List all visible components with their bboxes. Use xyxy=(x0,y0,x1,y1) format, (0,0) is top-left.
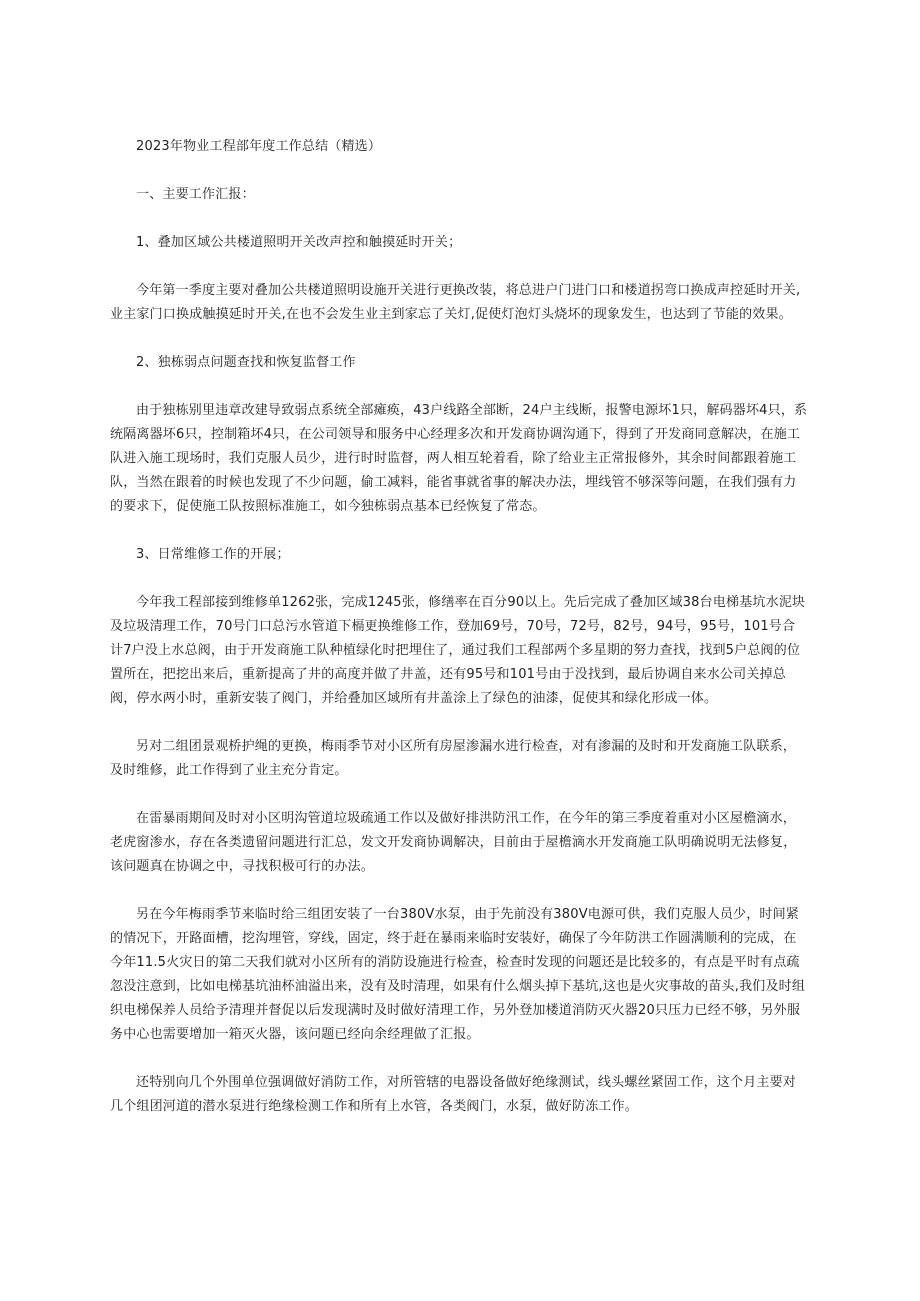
paragraph-maintenance-orders: 今年我工程部接到维修单1262张，完成1245张，修缮率在百分90以上。先后完成了叠加区域38台电梯基坑水泥块及垃圾清理工作，70号门口总污水管道下槅更换维修工作，登加69号，70号，72号，82号，94号，95号，101号合计7户没上水总阀，由于开发商施工队种植绿化时把埋住了，通过我们工程部两个多星期的努力查找，找到5户总阀的位置所在，把挖出来后，重新提高了井的高度并做了井盖，还有95号和101号由于没找到，最后协调自来水公司关掉总阀，停水两小时，重新安装了阀门，并给叠加区域所有井盖涂上了绿色的油漆，促使其和绿化形成一体。 xyxy=(110,595,806,706)
item-heading-daily-maintenance: 3、日常维修工作的开展； xyxy=(136,547,290,562)
item-heading-weak-current: 2、独栋弱点问题查找和恢复监督工作 xyxy=(136,355,356,370)
paragraph-storm-drainage: 在雷暴雨期间及时对小区明沟管道垃圾疏通工作以及做好排洪防汛工作，在今年的第三季度着重对小区屋檐滴水，老虎窗渗水，存在各类遗留问题进行汇总，发文开发商协调解决，目前由于屋檐滴水开发商施工队明确说明无法修复，该问题真在协调之中，寻找积极可行的办法。 xyxy=(110,811,797,874)
document-body xyxy=(110,135,808,1143)
document-title: 2023年物业工程部年度工作总结（精选） xyxy=(136,139,382,154)
paragraph-water-pump-fire-safety: 另在今年梅雨季节来临时给三组团安装了一台380V水泵，由于先前没有380V电源可供，我们克服人员少，时间紧的情况下，开路面槽，挖沟埋管，穿线，固定，终于赶在暴雨来临时安装好，确保了今年防洪工作圆满顺利的完成，在今年11.5火灾日的第二天我们就对小区所有的消防设施进行检查，检查时发现的问题还是比较多的，有点是平时有点疏忽没注意到，比如电梯基坑油杯油溢出来，没有及时清理，如果有什么烟头掉下基坑,这也是火灾事故的苗头,我们及时组织电梯保养人员给予清理并督促以后发现满时及时做好清理工作，另外登加楼道消防灭火器20只压力已经不够，另外服务中心也需要增加一箱灭火器，该问题已经向余经理做了汇报。 xyxy=(110,907,806,1042)
paragraph-bridge-and-leaks: 另对二组团景观桥护绳的更换，梅雨季节对小区所有房屋渗漏水进行检查，对有渗漏的及时和开发商施工队联系，及时维修，此工作得到了业主充分肯定。 xyxy=(110,739,797,778)
item-heading-lighting-switch: 1、叠加区域公共楼道照明开关改声控和触摸延时开关； xyxy=(136,235,462,250)
section-heading-main-work: 一、主要工作汇报： xyxy=(136,187,255,202)
paragraph-weak-current: 由于独栋别里违章改建导致弱点系统全部瘫痪，43户线路全部断，24户主线断，报警电源坏1只，解码器坏4只，系统隔离器坏6只，控制箱坏4只，在公司领导和服务中心经理多次和开发商协调沟通下，得到了开发商同意解决，在施工队进入施工现场时，我们克服人员少，进行时时监督，两人相互轮着看，除了给业主正常报修外，其余时间都跟着施工队，当然在跟着的时候也发现了不少问题，偷工减料，能省事就省事的解决办法，埋线管不够深等问题，在我们强有力的要求下，促使施工队按照标准施工，如今独栋弱点基本已经恢复了常态。 xyxy=(110,403,808,514)
paragraph-lighting-switch: 今年第一季度主要对叠加公共楼道照明设施开关进行更换改装，将总进户门进门口和楼道拐弯口换成声控延时开关,业主家门口换成触摸延时开关,在也不会发生业主到家忘了关灯,促使灯泡灯头烧坏的现象发生，也达到了节能的效果。 xyxy=(110,283,801,322)
paragraph-external-units-fire-safety: 还特别向几个外围单位强调做好消防工作，对所管辖的电器设备做好绝缘测试，线头螺丝紧固工作，这个月主要对几个组团河道的潜水泵进行绝缘检测工作和所有上水管，各类阀门，水泵，做好防冻工作。 xyxy=(110,1075,797,1114)
